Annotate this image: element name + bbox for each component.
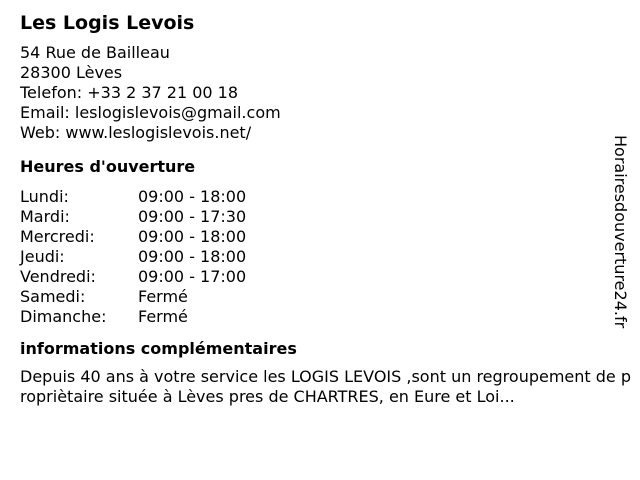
site-watermark: Horairesdouverture24.fr bbox=[611, 135, 630, 329]
hours-row-monday bbox=[20, 187, 620, 207]
day-label: Mardi: bbox=[20, 207, 70, 226]
hours-row-tuesday bbox=[20, 207, 620, 227]
hours-row-saturday bbox=[20, 287, 620, 307]
hours-row-thursday bbox=[20, 247, 620, 267]
info-description: Depuis 40 ans à votre service les LOGIS LEVOIS ,sont un regroupement de propriètaire située à Lèves pres de CHARTRES, en Eure et Loi... bbox=[20, 367, 631, 406]
phone-text: Telefon: +33 2 37 21 00 18 bbox=[20, 83, 239, 102]
day-label: Vendredi: bbox=[20, 267, 96, 286]
hours-row-wednesday bbox=[20, 227, 620, 247]
hours-row-sunday bbox=[20, 307, 620, 327]
time-value: 09:00 - 18:00 bbox=[138, 187, 247, 206]
time-value: 09:00 - 18:00 bbox=[138, 247, 247, 266]
hours-row-friday bbox=[20, 267, 620, 287]
hours-heading: Heures d'ouverture bbox=[20, 157, 196, 176]
time-value: 09:00 - 18:00 bbox=[138, 227, 247, 246]
email-text: Email: leslogislevois@gmail.com bbox=[20, 103, 281, 122]
time-value: Fermé bbox=[138, 287, 188, 306]
address-street: 54 Rue de Bailleau bbox=[20, 43, 170, 62]
address-city: 28300 Lèves bbox=[20, 63, 123, 82]
business-name: Les Logis Levois bbox=[20, 12, 195, 34]
time-value: 09:00 - 17:00 bbox=[138, 267, 247, 286]
time-value: 09:00 - 17:30 bbox=[138, 207, 247, 226]
day-label: Mercredi: bbox=[20, 227, 95, 246]
website-text: Web: www.leslogislevois.net/ bbox=[20, 123, 252, 142]
day-label: Samedi: bbox=[20, 287, 86, 306]
day-label: Lundi: bbox=[20, 187, 69, 206]
day-label: Dimanche: bbox=[20, 307, 107, 326]
info-heading: informations complémentaires bbox=[20, 339, 297, 358]
day-label: Jeudi: bbox=[20, 247, 65, 266]
time-value: Fermé bbox=[138, 307, 188, 326]
contact-block bbox=[20, 43, 620, 143]
opening-hours-list bbox=[20, 187, 620, 327]
